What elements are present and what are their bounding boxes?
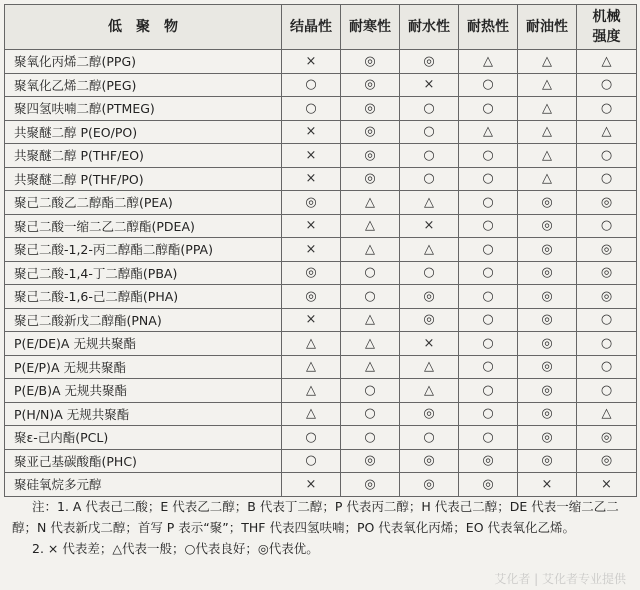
rating-cell: ◎ <box>400 308 459 332</box>
header-oil-resistance: 耐油性 <box>518 5 577 50</box>
rating-cell: △ <box>518 167 577 191</box>
rating-cell: ○ <box>341 285 400 309</box>
rating-cell: ◎ <box>341 97 400 121</box>
table-row <box>5 426 637 450</box>
rating-cell: △ <box>400 191 459 215</box>
rating-cell: ◎ <box>518 285 577 309</box>
oligomer-name: 共聚醚二醇 P(THF/EO) <box>5 144 282 168</box>
rating-cell: × <box>282 238 341 262</box>
table-row <box>5 402 637 426</box>
rating-cell: ○ <box>341 261 400 285</box>
rating-cell: ◎ <box>341 144 400 168</box>
oligomer-name: 聚己二酸-1,2-丙二醇酯二醇酯(PPA) <box>5 238 282 262</box>
rating-cell: ○ <box>577 379 637 403</box>
rating-cell: × <box>400 73 459 97</box>
notes <box>12 496 632 559</box>
header-oligomer: 低聚物 <box>5 5 282 50</box>
table-row <box>5 120 637 144</box>
rating-cell: △ <box>577 402 637 426</box>
rating-cell: ○ <box>459 97 518 121</box>
rating-cell: ○ <box>459 379 518 403</box>
watermark: 艾化者 | 艾化者专业提供 <box>494 572 626 586</box>
rating-cell: ◎ <box>518 379 577 403</box>
rating-cell: △ <box>282 355 341 379</box>
rating-cell: ◎ <box>282 285 341 309</box>
rating-cell: △ <box>282 332 341 356</box>
rating-cell: × <box>282 120 341 144</box>
header-mechanical-strength <box>577 5 637 50</box>
rating-cell: ◎ <box>400 402 459 426</box>
rating-cell: ◎ <box>518 332 577 356</box>
oligomer-name: 聚己二酸乙二醇酯二醇(PEA) <box>5 191 282 215</box>
table-row <box>5 285 637 309</box>
table-body <box>5 50 637 497</box>
rating-cell: △ <box>518 73 577 97</box>
rating-cell: ◎ <box>341 473 400 497</box>
rating-cell: ○ <box>459 355 518 379</box>
header-crystallinity: 结晶性 <box>282 5 341 50</box>
rating-cell: ◎ <box>518 238 577 262</box>
rating-cell: ○ <box>459 238 518 262</box>
rating-cell: ○ <box>282 426 341 450</box>
rating-cell: △ <box>459 50 518 74</box>
rating-cell: ○ <box>577 355 637 379</box>
rating-cell: ○ <box>577 144 637 168</box>
rating-cell: ○ <box>577 97 637 121</box>
rating-cell: ○ <box>400 426 459 450</box>
oligomer-name: 聚己二酸新戊二醇酯(PNA) <box>5 308 282 332</box>
table-row <box>5 167 637 191</box>
rating-cell: ◎ <box>577 449 637 473</box>
oligomer-name: P(E/B)A 无规共聚酯 <box>5 379 282 403</box>
rating-cell: ◎ <box>282 261 341 285</box>
rating-cell: × <box>282 308 341 332</box>
rating-cell: ○ <box>400 261 459 285</box>
rating-cell: △ <box>282 402 341 426</box>
rating-cell: △ <box>400 379 459 403</box>
rating-cell: ◎ <box>518 449 577 473</box>
rating-cell: △ <box>341 191 400 215</box>
rating-cell: ○ <box>341 379 400 403</box>
rating-cell: ○ <box>459 73 518 97</box>
rating-cell: ◎ <box>577 285 637 309</box>
rating-cell: ○ <box>577 308 637 332</box>
header-mechanical-strength-text: 机械强度 <box>592 9 621 45</box>
rating-cell: ○ <box>459 308 518 332</box>
header-row <box>5 5 637 50</box>
oligomer-name: 聚亚己基碳酸酯(PHC) <box>5 449 282 473</box>
table-row <box>5 238 637 262</box>
rating-cell: △ <box>341 332 400 356</box>
table-row <box>5 355 637 379</box>
rating-cell: △ <box>518 120 577 144</box>
table-row <box>5 332 637 356</box>
note-1: 注：1. A 代表己二酸；E 代表乙二醇；B 代表丁二醇；P 代表丙二醇；H 代表己二醇；DE 代表一缩二乙二醇；N 代表新戊二醇；首写 P 表示“聚”；THF 代表四氢呋喃；PO 代表氧化丙烯；EO 代表氧化乙烯。 <box>12 499 619 535</box>
rating-cell: ◎ <box>341 50 400 74</box>
rating-cell: △ <box>518 50 577 74</box>
header-heat-resistance: 耐热性 <box>459 5 518 50</box>
rating-cell: △ <box>577 120 637 144</box>
oligomer-name: 共聚醚二醇 P(THF/PO) <box>5 167 282 191</box>
rating-cell: × <box>400 214 459 238</box>
rating-cell: ○ <box>282 73 341 97</box>
rating-cell: × <box>577 473 637 497</box>
rating-cell: ○ <box>577 332 637 356</box>
table-row <box>5 191 637 215</box>
oligomer-name: 聚四氢呋喃二醇(PTMEG) <box>5 97 282 121</box>
rating-cell: ○ <box>577 73 637 97</box>
rating-cell: ○ <box>341 402 400 426</box>
rating-cell: ◎ <box>577 426 637 450</box>
rating-cell: ○ <box>282 97 341 121</box>
oligomer-name: P(E/P)A 无规共聚酯 <box>5 355 282 379</box>
oligomer-name: 聚硅氧烷多元醇 <box>5 473 282 497</box>
rating-cell: ○ <box>400 97 459 121</box>
rating-cell: ◎ <box>459 449 518 473</box>
table-row <box>5 473 637 497</box>
oligomer-name: 聚己二酸-1,4-丁二醇酯(PBA) <box>5 261 282 285</box>
oligomer-name: 聚氧化乙烯二醇(PEG) <box>5 73 282 97</box>
rating-cell: ◎ <box>518 261 577 285</box>
polymer-properties-table <box>4 4 637 497</box>
rating-cell: ◎ <box>518 308 577 332</box>
rating-cell: △ <box>341 214 400 238</box>
header-cold-resistance: 耐寒性 <box>341 5 400 50</box>
rating-cell: ○ <box>459 144 518 168</box>
rating-cell: ○ <box>459 426 518 450</box>
rating-cell: ◎ <box>577 191 637 215</box>
rating-cell: ◎ <box>341 167 400 191</box>
note-2: 2. × 代表差；△代表一般；○代表良好；◎代表优。 <box>32 541 319 556</box>
rating-cell: ○ <box>400 167 459 191</box>
rating-cell: ○ <box>282 449 341 473</box>
rating-cell: × <box>400 332 459 356</box>
table-row <box>5 50 637 74</box>
rating-cell: ○ <box>577 214 637 238</box>
oligomer-name: 聚ε-己内酯(PCL) <box>5 426 282 450</box>
rating-cell: × <box>282 144 341 168</box>
rating-cell: △ <box>518 144 577 168</box>
rating-cell: ◎ <box>577 238 637 262</box>
rating-cell: ◎ <box>400 473 459 497</box>
rating-cell: ◎ <box>459 473 518 497</box>
rating-cell: ○ <box>459 167 518 191</box>
rating-cell: × <box>282 473 341 497</box>
rating-cell: ◎ <box>400 285 459 309</box>
oligomer-name: 聚己二酸-1,6-己二醇酯(PHA) <box>5 285 282 309</box>
rating-cell: ◎ <box>518 355 577 379</box>
header-water-resistance: 耐水性 <box>400 5 459 50</box>
rating-cell: ○ <box>400 144 459 168</box>
table-row <box>5 97 637 121</box>
rating-cell: ○ <box>459 332 518 356</box>
rating-cell: △ <box>400 355 459 379</box>
rating-cell: ○ <box>459 402 518 426</box>
rating-cell: △ <box>341 308 400 332</box>
rating-cell: ◎ <box>341 73 400 97</box>
table-row <box>5 308 637 332</box>
rating-cell: ◎ <box>518 191 577 215</box>
table-row <box>5 379 637 403</box>
rating-cell: × <box>282 50 341 74</box>
rating-cell: △ <box>341 355 400 379</box>
rating-cell: ○ <box>459 285 518 309</box>
oligomer-name: P(H/N)A 无规共聚酯 <box>5 402 282 426</box>
rating-cell: △ <box>400 238 459 262</box>
rating-cell: ◎ <box>518 426 577 450</box>
rating-cell: × <box>518 473 577 497</box>
rating-cell: △ <box>341 238 400 262</box>
rating-cell: △ <box>518 97 577 121</box>
rating-cell: ◎ <box>577 261 637 285</box>
oligomer-name: 共聚醚二醇 P(EO/PO) <box>5 120 282 144</box>
rating-cell: × <box>282 214 341 238</box>
rating-cell: ◎ <box>518 402 577 426</box>
rating-cell: ○ <box>459 191 518 215</box>
rating-cell: ◎ <box>341 120 400 144</box>
table-row <box>5 449 637 473</box>
table-row <box>5 261 637 285</box>
rating-cell: △ <box>459 120 518 144</box>
rating-cell: ◎ <box>341 449 400 473</box>
table-row <box>5 144 637 168</box>
table-row <box>5 214 637 238</box>
rating-cell: ○ <box>459 261 518 285</box>
rating-cell: ◎ <box>282 191 341 215</box>
rating-cell: △ <box>577 50 637 74</box>
rating-cell: ○ <box>400 120 459 144</box>
rating-cell: ◎ <box>518 214 577 238</box>
oligomer-name: P(E/DE)A 无规共聚酯 <box>5 332 282 356</box>
rating-cell: ○ <box>341 426 400 450</box>
rating-cell: ◎ <box>400 50 459 74</box>
rating-cell: ◎ <box>400 449 459 473</box>
rating-cell: ○ <box>459 214 518 238</box>
rating-cell: × <box>282 167 341 191</box>
oligomer-name: 聚己二酸一缩二乙二醇酯(PDEA) <box>5 214 282 238</box>
rating-cell: △ <box>282 379 341 403</box>
oligomer-name: 聚氧化丙烯二醇(PPG) <box>5 50 282 74</box>
table-row <box>5 73 637 97</box>
rating-cell: ○ <box>577 167 637 191</box>
